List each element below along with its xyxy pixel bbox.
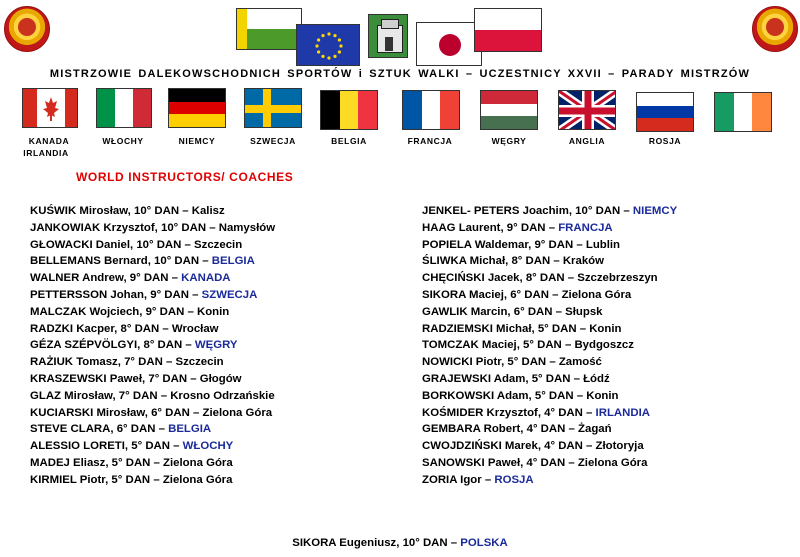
instructor-country: BELGIA	[168, 423, 212, 436]
country-label: FRANCJA	[407, 136, 453, 146]
left-logo-icon	[4, 6, 50, 52]
list-item	[422, 455, 677, 472]
instructor-entry: SIKORA Maciej, 6° DAN – Zielona Góra	[422, 288, 632, 301]
instructor-entry: BORKOWSKI Adam, 5° DAN – Konin	[422, 389, 619, 402]
poland-flag-icon	[474, 8, 542, 52]
list-item	[30, 405, 275, 422]
list-item	[422, 371, 677, 388]
footer-country: POLSKA	[460, 537, 508, 549]
right-instructor-list	[422, 203, 677, 489]
country-label: NIEMCY	[178, 136, 216, 146]
list-item	[422, 321, 677, 338]
list-item	[422, 287, 677, 304]
instructor-entry: KIRMIEL Piotr, 5° DAN – Zielona Góra	[30, 473, 233, 486]
instructor-entry: RAŻIUK Tomasz, 7° DAN – Szczecin	[30, 356, 224, 369]
instructor-entry: KOŚMIDER Krzysztof, 4° DAN –	[422, 406, 596, 419]
hungary-flag-icon	[480, 90, 538, 130]
list-item	[422, 337, 677, 354]
instructor-entry: MALCZAK Wojciech, 9° DAN – Konin	[30, 305, 230, 318]
instructor-entry: RADZKI Kacper, 8° DAN – Wrocław	[30, 322, 219, 335]
city-coat-of-arms-icon	[368, 14, 408, 58]
instructor-entry: KUŚWIK Mirosław, 10° DAN – Kalisz	[30, 205, 225, 217]
instructor-entry: KUCIARSKI Mirosław, 6° DAN – Zielona Góra	[30, 406, 273, 419]
instructor-country: FRANCJA	[558, 221, 613, 234]
instructor-entry: SANOWSKI Paweł, 4° DAN – Zielona Góra	[422, 456, 648, 469]
eu-flag-icon	[296, 24, 360, 66]
list-item	[30, 237, 275, 254]
list-item	[30, 421, 275, 438]
list-item	[30, 304, 275, 321]
page-title: MISTRZOWIE DALEKOWSCHODNICH SPORTÓW i SZTUK WALKI – UCZESTNICY XXVII – PARADY MISTRZÓW	[49, 68, 751, 80]
country-label: BELGIA	[331, 136, 367, 146]
instructor-entry: JENKEL- PETERS Joachim, 10° DAN –	[422, 205, 633, 217]
country-label: ANGLIA	[568, 136, 606, 146]
list-item	[30, 321, 275, 338]
country-label: IRLANDIA	[23, 148, 69, 158]
right-logo-icon	[752, 6, 798, 52]
instructor-entry: PETTERSSON Johan, 9° DAN –	[30, 288, 202, 301]
list-item	[30, 371, 275, 388]
list-item	[422, 438, 677, 455]
instructor-country: NIEMCY	[632, 205, 678, 217]
list-item	[422, 237, 677, 254]
list-item	[30, 455, 275, 472]
country-label: WĘGRY	[491, 136, 527, 146]
japan-flag-icon	[416, 22, 482, 66]
instructor-entry: CWOJDZIŃSKI Marek, 4° DAN – Złotoryja	[422, 440, 644, 453]
uk-flag-icon	[558, 90, 616, 130]
list-item	[30, 472, 275, 489]
list-item	[422, 472, 677, 489]
instructor-entry: POPIELA Waldemar, 9° DAN – Lublin	[422, 238, 621, 251]
instructor-country: WĘGRY	[194, 339, 238, 352]
list-item	[422, 405, 677, 422]
france-flag-icon	[402, 90, 460, 130]
instructor-entry: WALNER Andrew, 9° DAN –	[30, 272, 182, 285]
list-item	[30, 220, 275, 237]
instructor-entry: BELLEMANS Bernard, 10° DAN –	[30, 255, 212, 268]
instructor-country: SZWECJA	[201, 288, 258, 301]
instructor-country: ROSJA	[494, 473, 534, 486]
russia-flag-icon	[636, 92, 694, 132]
instructor-entry: GLAZ Mirosław, 7° DAN – Krosno Odrzańskie	[30, 389, 275, 402]
sweden-flag-icon	[244, 88, 302, 128]
instructor-entry: STEVE CLARA, 6° DAN –	[30, 423, 169, 436]
list-item	[422, 304, 677, 321]
instructor-entry: GÉZA SZÉPVÖLGYI, 8° DAN –	[30, 339, 195, 352]
list-item	[422, 388, 677, 405]
list-item	[422, 270, 677, 287]
country-label: ROSJA	[648, 136, 682, 146]
list-item	[422, 421, 677, 438]
instructor-entry: ALESSIO LORETI, 5° DAN –	[30, 440, 183, 453]
list-item	[422, 203, 677, 220]
instructor-entry: NOWICKI Piotr, 5° DAN – Zamość	[422, 356, 602, 369]
left-instructor-list	[30, 203, 275, 489]
list-item	[30, 337, 275, 354]
instructor-country: KANADA	[181, 272, 231, 285]
instructor-entry: GEMBARA Robert, 4° DAN – Żagań	[422, 423, 612, 436]
canada-flag-icon	[22, 88, 78, 128]
footer-line	[0, 537, 800, 549]
instructor-entry: JANKOWIAK Krzysztof, 10° DAN – Namysłów	[30, 221, 276, 234]
list-item	[422, 220, 677, 237]
instructor-country: BELGIA	[211, 255, 255, 268]
italy-flag-icon	[96, 88, 152, 128]
ireland-flag-icon	[714, 92, 772, 132]
list-item	[422, 253, 677, 270]
instructor-entry: GRAJEWSKI Adam, 5° DAN – Łódź	[422, 372, 610, 385]
country-label: SZWECJA	[250, 136, 296, 146]
instructor-entry: GŁOWACKI Daniel, 10° DAN – Szczecin	[30, 238, 243, 251]
list-item	[30, 253, 275, 270]
list-item	[30, 388, 275, 405]
instructor-entry: ŚLIWKA Michał, 8° DAN – Kraków	[422, 255, 604, 268]
list-item	[30, 438, 275, 455]
list-item	[30, 287, 275, 304]
country-label: WŁOCHY	[102, 136, 144, 146]
country-label: KANADA	[28, 136, 70, 146]
list-item	[30, 354, 275, 371]
list-item	[30, 203, 275, 220]
list-item	[30, 270, 275, 287]
instructor-entry: GAWLIK Marcin, 6° DAN – Słupsk	[422, 305, 603, 318]
instructor-entry: RADZIEMSKI Michał, 5° DAN – Konin	[422, 322, 622, 335]
zielona-gora-flag-icon	[236, 8, 302, 50]
instructor-entry: ZORIA Igor –	[422, 473, 495, 486]
instructor-country: IRLANDIA	[595, 406, 650, 419]
germany-flag-icon	[168, 88, 226, 128]
section-heading: WORLD INSTRUCTORS/ COACHES	[76, 170, 294, 184]
belgium-flag-icon	[320, 90, 378, 130]
instructor-entry: CHĘCIŃSKI Jacek, 8° DAN – Szczebrzeszyn	[422, 272, 658, 285]
instructor-entry: MADEJ Eliasz, 5° DAN – Zielona Góra	[30, 456, 233, 469]
instructor-entry: KRASZEWSKI Paweł, 7° DAN – Głogów	[30, 372, 242, 385]
instructor-country: WŁOCHY	[182, 440, 234, 453]
list-item	[422, 354, 677, 371]
footer-text: SIKORA Eugeniusz, 10° DAN –	[292, 537, 461, 549]
instructor-entry: TOMCZAK Maciej, 5° DAN – Bydgoszcz	[422, 339, 634, 352]
instructor-entry: HAAG Laurent, 9° DAN –	[422, 221, 559, 234]
